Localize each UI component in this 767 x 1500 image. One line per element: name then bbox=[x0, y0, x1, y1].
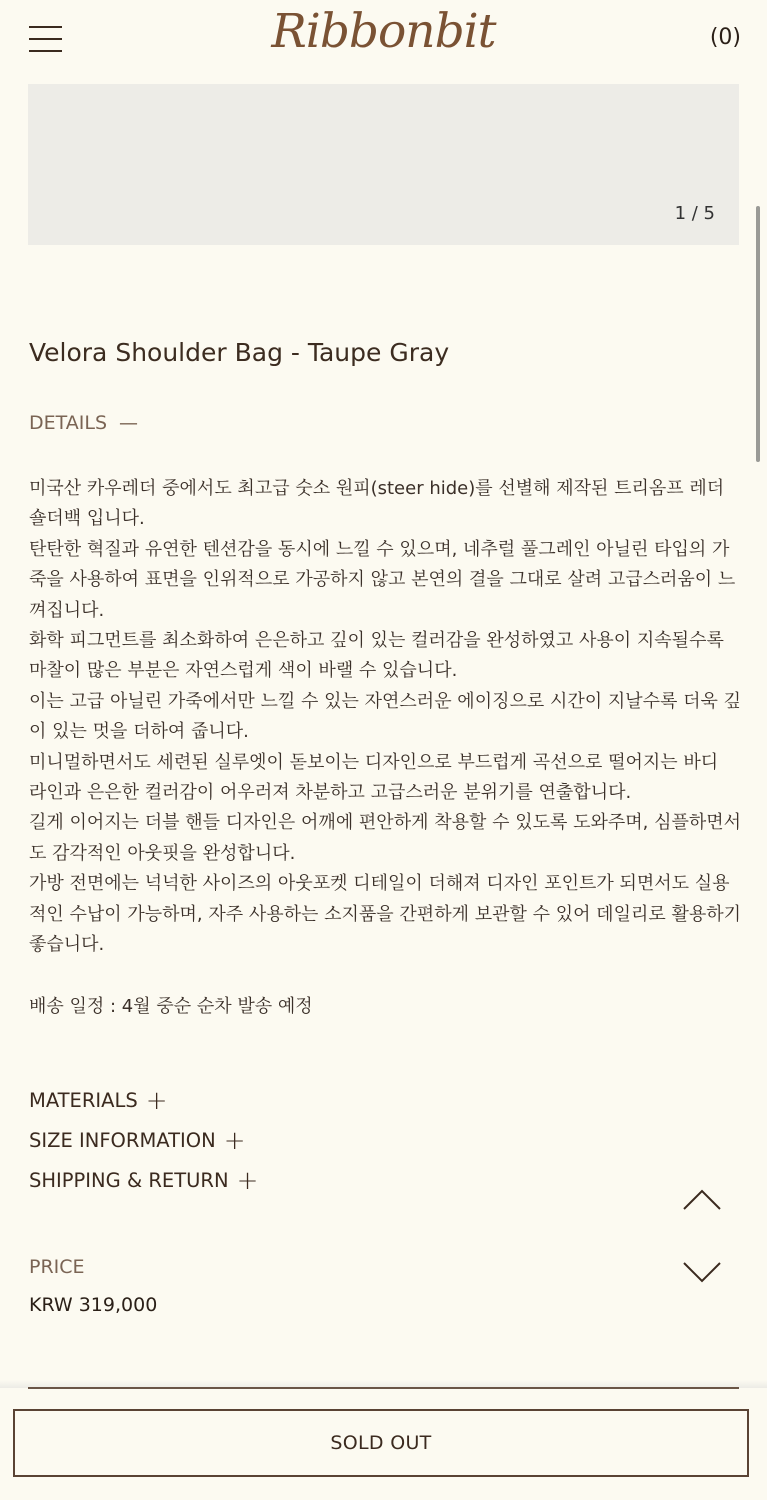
price-value: KRW 319,000 bbox=[29, 1294, 158, 1316]
gallery-counter: 1 / 5 bbox=[674, 203, 715, 224]
plus-icon: + bbox=[223, 1126, 246, 1156]
description-paragraph: 탄탄한 혁질과 유연한 텐션감을 동시에 느낄 수 있으며, 네추럴 풀그레인 아닐린 타입의 가죽을 사용하여 표면을 인위적으로 가공하지 않고 본연의 결을 그대로 살려 고급스러움이 느껴집니다. bbox=[29, 538, 736, 621]
chevron-up-icon[interactable] bbox=[683, 1188, 721, 1210]
header bbox=[0, 0, 767, 84]
accordion-label: SIZE INFORMATION bbox=[29, 1129, 216, 1152]
description-paragraph: 미니멀하면서도 세련된 실루엣이 돋보이는 디자인으로 부드럽게 곡선으로 떨어지는 바디 라인과 은은한 컬러감이 어우러져 차분하고 고급스러운 분위기를 연출합니다. bbox=[29, 751, 719, 804]
description-paragraph: 길게 이어지는 더블 핸들 디자인은 어깨에 편안하게 착용할 수 있도록 도와주며, 심플하면서도 감각적인 아웃핏을 완성합니다. bbox=[29, 812, 742, 864]
sold-out-button[interactable]: SOLD OUT bbox=[13, 1409, 749, 1477]
collapse-icon: — bbox=[119, 412, 139, 434]
accordion-size-information[interactable] bbox=[29, 1126, 246, 1156]
chevron-down-icon[interactable] bbox=[683, 1262, 721, 1284]
scrollbar[interactable] bbox=[756, 206, 760, 462]
shipping-schedule-note: 배송 일정 : 4월 중순 순차 발송 예정 bbox=[29, 996, 313, 1017]
price-label: PRICE bbox=[29, 1256, 85, 1278]
description-paragraph: 가방 전면에는 넉넉한 사이즈의 아웃포켓 디테일이 더해져 디자인 포인트가 되면서도 실용적인 수납이 가능하며, 자주 사용하는 소지품을 간편하게 보관할 수 있어 데일리로 활용하기 좋습니다. bbox=[29, 873, 742, 956]
description-paragraph: 미국산 카우레더 중에서도 최고급 숫소 원피(steer hide)를 선별해 제작된 트리옴프 레더 숄더백 입니다. bbox=[29, 478, 725, 530]
plus-icon: + bbox=[145, 1086, 168, 1116]
description-paragraph: 이는 고급 아닐린 가죽에서만 느낄 수 있는 자연스러운 에이징으로 시간이 지날수록 더욱 깊이 있는 멋을 더하여 줍니다. bbox=[29, 690, 742, 743]
description-paragraph: 화학 피그먼트를 최소화하여 은은하고 깊이 있는 컬러감을 완성하였고 사용이 지속될수록 마찰이 많은 부분은 자연스럽게 색이 바랠 수 있습니다. bbox=[29, 630, 724, 682]
accordion-label: SHIPPING & RETURN bbox=[29, 1169, 229, 1192]
details-label: DETAILS bbox=[29, 412, 108, 434]
accordion-label: MATERIALS bbox=[29, 1089, 138, 1112]
details-toggle[interactable] bbox=[29, 412, 138, 434]
accordion-shipping-return[interactable] bbox=[29, 1166, 258, 1196]
divider bbox=[28, 1387, 739, 1389]
cart-button[interactable]: (0) bbox=[709, 25, 741, 50]
product-title: Velora Shoulder Bag - Taupe Gray bbox=[29, 338, 450, 367]
plus-icon: + bbox=[236, 1166, 259, 1196]
brand-logo[interactable]: Ribbonbit bbox=[271, 4, 496, 59]
accordion-materials[interactable] bbox=[29, 1086, 168, 1116]
product-description bbox=[29, 474, 741, 961]
product-image-gallery[interactable] bbox=[28, 84, 739, 245]
